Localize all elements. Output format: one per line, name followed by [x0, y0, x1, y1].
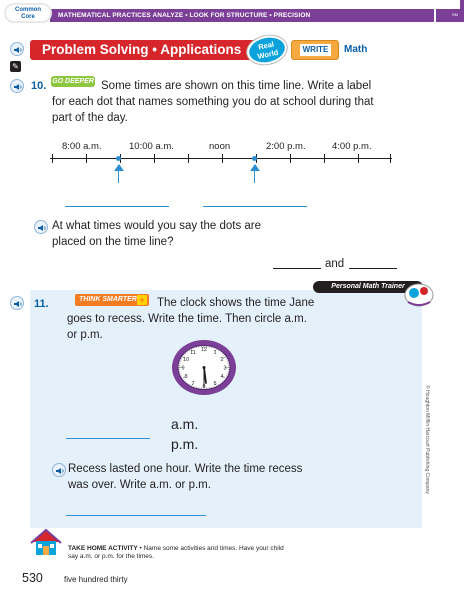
- analog-clock: [171, 339, 237, 396]
- page-edge-stripe: [460, 0, 464, 22]
- mathematical-practices-bar: [50, 9, 434, 22]
- house-icon: [30, 528, 62, 558]
- home-activity-title: TAKE HOME ACTIVITY: [68, 545, 138, 552]
- problem-solving-banner: Problem Solving • Applications: [30, 40, 266, 60]
- am-option[interactable]: a.m.: [171, 416, 199, 432]
- svg-text:12: 12: [200, 347, 208, 353]
- svg-text:4: 4: [220, 374, 224, 380]
- plus-icon: +: [137, 295, 147, 305]
- time-answer-line-2[interactable]: [349, 268, 397, 269]
- question-11-number: 11.: [34, 298, 49, 310]
- audio-speaker-icon-q10[interactable]: [10, 79, 24, 93]
- question-10-followup: At what times would you say the dots are placed on the time line?: [52, 220, 262, 248]
- timeline-tick: [154, 154, 155, 163]
- question-10-prompt: Some times are shown on this time line. Write a label for each dot that names something you do at school during that part of the day.: [52, 80, 374, 124]
- timeline-label: 10:00 a.m.: [129, 141, 174, 152]
- timeline-tick: [52, 154, 53, 163]
- audio-speaker-icon-q11[interactable]: [10, 296, 24, 310]
- badge-line2: Core: [21, 14, 35, 20]
- timeline-dot: [116, 156, 121, 161]
- timeline-label: noon: [209, 141, 231, 152]
- timeline-tick: [86, 154, 87, 163]
- page-number: 530: [22, 571, 43, 585]
- copyright-notice: © Houghton Mifflin Harcourt Publishing Company: [424, 385, 430, 494]
- arrow-head-icon: [250, 164, 260, 171]
- timeline-tick: [188, 154, 189, 163]
- page-number-words: five hundred thirty: [64, 575, 128, 584]
- audio-speaker-icon-followup[interactable]: [34, 220, 48, 234]
- arrow-head-icon: [114, 164, 124, 171]
- timeline-tick: [222, 154, 223, 163]
- and-word: and: [325, 258, 345, 270]
- go-deeper-badge: GO DEEPER: [52, 78, 94, 85]
- audio-speaker-icon-q11-followup[interactable]: [52, 463, 66, 477]
- timeline-label: 4:00 p.m.: [332, 141, 372, 152]
- svg-text:6: 6: [202, 384, 206, 390]
- svg-text:5: 5: [213, 381, 217, 387]
- timeline-tick: [390, 154, 391, 163]
- svg-text:3: 3: [223, 365, 227, 372]
- pm-option[interactable]: p.m.: [171, 436, 199, 452]
- badge-line1: Common: [15, 7, 41, 13]
- home-activity-body: • Name some activities and times. Have your child say a.m. or p.m. for the times.: [68, 545, 284, 560]
- label-answer-line-1[interactable]: [65, 206, 169, 207]
- real-world-badge: Real World: [245, 32, 290, 68]
- question-11-followup: Recess lasted one hour. Write the time recess was over. Write a.m. or p.m.: [68, 463, 303, 491]
- think-smarter-label: THINK SMARTER: [79, 296, 137, 303]
- write-math-icon: [291, 40, 339, 60]
- audio-speaker-icon[interactable]: [10, 42, 24, 56]
- time-answer-line-1[interactable]: [273, 268, 321, 269]
- timeline-label: 8:00 a.m.: [62, 141, 102, 152]
- label-answer-line-2[interactable]: [203, 206, 307, 207]
- timeline-tick: [324, 154, 325, 163]
- home-activity-text: [68, 545, 288, 561]
- recess-end-answer-line[interactable]: [66, 515, 206, 516]
- svg-text:2: 2: [220, 357, 224, 363]
- write-label: WRITE: [300, 44, 331, 56]
- svg-text:1: 1: [213, 350, 217, 356]
- page-code: SM: [452, 12, 458, 17]
- svg-text:11: 11: [190, 350, 196, 356]
- question-10-number: 10.: [31, 80, 47, 92]
- svg-text:7: 7: [191, 381, 195, 387]
- question-11-prompt: The clock shows the time Jane goes to recess. Write the time. Then circle a.m. or p.m.: [67, 297, 315, 341]
- common-core-badge: [4, 3, 52, 23]
- trainer-mascot-icon: [402, 280, 436, 310]
- timeline-label: 2:00 p.m.: [266, 141, 306, 152]
- timeline-tick: [358, 154, 359, 163]
- practices-text: MATHEMATICAL PRACTICES ANALYZE • LOOK FOR STRUCTURE • PRECISION: [58, 12, 311, 19]
- svg-text:10: 10: [182, 357, 190, 363]
- clock-face-icon: [171, 339, 237, 396]
- svg-text:9: 9: [181, 365, 185, 372]
- timeline-axis: [50, 158, 392, 159]
- timeline-tick: [290, 154, 291, 163]
- personal-math-trainer-badge[interactable]: Personal Math Trainer: [313, 281, 423, 293]
- write-math-subject: Math: [344, 44, 368, 55]
- notes-icon[interactable]: ✎: [10, 61, 21, 72]
- svg-text:8: 8: [184, 374, 188, 380]
- recess-time-answer-line[interactable]: [66, 438, 150, 439]
- timeline-dot: [252, 156, 257, 161]
